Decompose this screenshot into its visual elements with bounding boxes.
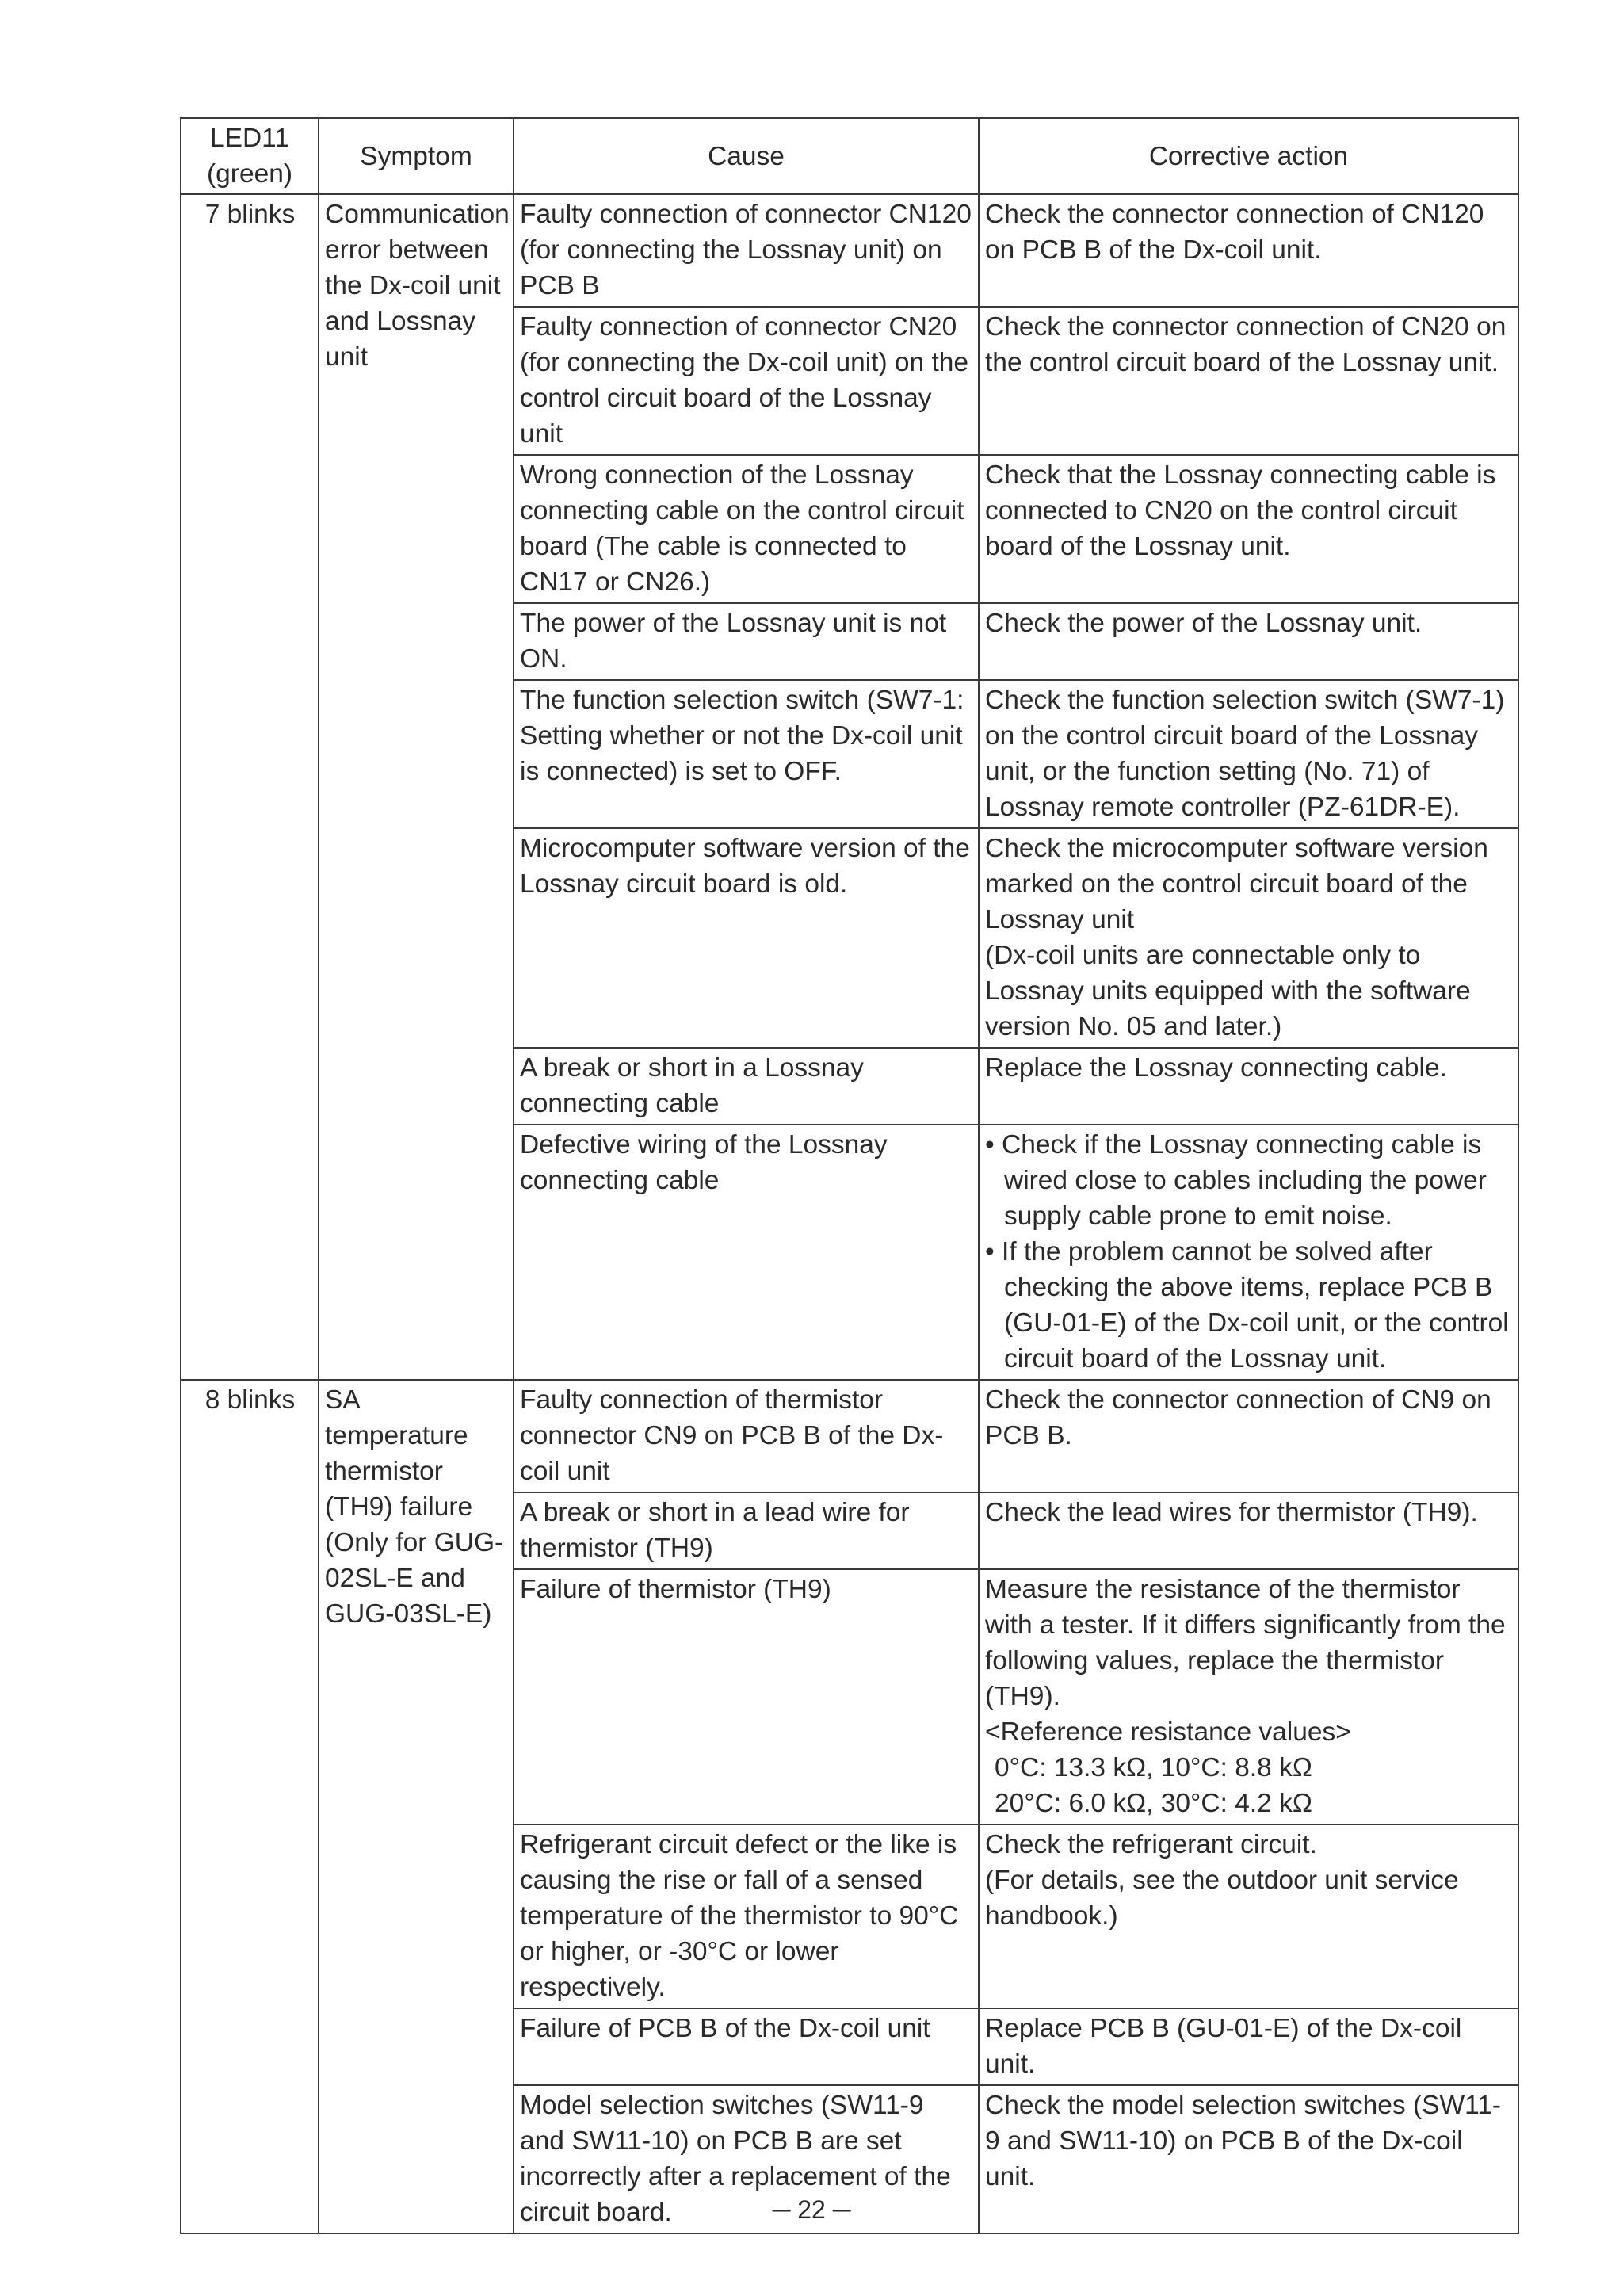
cause-cell: Failure of thermistor (TH9) <box>514 1569 979 1824</box>
action-text: Measure the resistance of the thermistor with a tester. If it differs significantly from the following values, replace the thermistor (TH9). <box>985 1575 1506 1711</box>
header-cause: Cause <box>514 118 979 194</box>
header-led <box>181 118 319 194</box>
action-cell <box>979 1125 1518 1380</box>
cause-cell: Wrong connection of the Lossnay connecting cable on the control circuit board (The cable is connected to CN17 or CN26.) <box>514 455 979 603</box>
symptom-cell <box>319 1380 514 2233</box>
action-cell: Check the connector connection of CN120 on PCB B of the Dx-coil unit. <box>979 194 1518 308</box>
reference-values-line2: 20°C: 6.0 kΩ, 30°C: 4.2 kΩ <box>995 1789 1312 1818</box>
reference-values-line1: 0°C: 13.3 kΩ, 10°C: 8.8 kΩ <box>995 1753 1312 1782</box>
cause-cell: Defective wiring of the Lossnay connecting cable <box>514 1125 979 1380</box>
symptom-note: (Only for GUG-02SL-E and GUG-03SL-E) <box>325 1528 504 1629</box>
action-cell <box>979 828 1518 1048</box>
cause-cell: Faulty connection of connector CN120 (for connecting the Lossnay unit) on PCB B <box>514 194 979 308</box>
action-cell: Check the function selection switch (SW7-1) on the control circuit board of the Lossnay unit, or the function setting (No. 71) of Lossnay remote controller (PZ-61DR-E). <box>979 680 1518 828</box>
table-header-row <box>181 118 1518 194</box>
action-cell: Check the lead wires for thermistor (TH9). <box>979 1492 1518 1569</box>
cause-cell: Failure of PCB B of the Dx-coil unit <box>514 2008 979 2085</box>
symptom-text: SA temperature thermistor (TH9) failure <box>325 1385 473 1522</box>
action-cell <box>979 1569 1518 1824</box>
led-cell: 7 blinks <box>181 194 319 1381</box>
cause-cell: The function selection switch (SW7-1: Setting whether or not the Dx-coil unit is connected) is set to OFF. <box>514 680 979 828</box>
cause-cell: Refrigerant circuit defect or the like is causing the rise or fall of a sensed temperature of the thermistor to 90°C or higher, or -30°C or lower respectively. <box>514 1824 979 2008</box>
header-led-line2: (green) <box>207 159 292 189</box>
header-action: Corrective action <box>979 118 1518 194</box>
action-text: Check the microcomputer software version marked on the control circuit board of the Lossnay unit <box>985 834 1488 934</box>
action-note: (For details, see the outdoor unit service handbook.) <box>985 1866 1459 1931</box>
action-cell <box>979 1824 1518 2008</box>
reference-title: <Reference resistance values> <box>985 1717 1351 1747</box>
cause-cell: Model selection switches (SW11-9 and SW11-10) on PCB B are set incorrectly after a replacement of the circuit board. <box>514 2085 979 2233</box>
page-number: ─ 22 ─ <box>772 2195 851 2224</box>
cause-cell: The power of the Lossnay unit is not ON. <box>514 603 979 680</box>
cause-cell: Faulty connection of connector CN20 (for connecting the Dx-coil unit) on the control circuit board of the Lossnay unit <box>514 307 979 455</box>
action-cell: Check the connector connection of CN9 on PCB B. <box>979 1380 1518 1492</box>
led-cell: 8 blinks <box>181 1380 319 2233</box>
cause-cell: A break or short in a lead wire for thermistor (TH9) <box>514 1492 979 1569</box>
action-cell: Check the power of the Lossnay unit. <box>979 603 1518 680</box>
action-cell: Replace the Lossnay connecting cable. <box>979 1048 1518 1125</box>
header-symptom: Symptom <box>319 118 514 194</box>
troubleshooting-table <box>180 117 1519 2234</box>
symptom-cell: Communication error between the Dx-coil unit and Lossnay unit <box>319 194 514 1381</box>
table-row <box>181 194 1518 308</box>
action-bullet: • If the problem cannot be solved after checking the above items, replace PCB B (GU-01-E) of the Dx-coil unit, or the control circuit board of the Lossnay unit. <box>985 1237 1509 1373</box>
header-led-line1: LED11 <box>210 124 289 153</box>
table-row <box>181 1380 1518 1492</box>
action-text: Check the refrigerant circuit. <box>985 1830 1317 1859</box>
cause-cell: Microcomputer software version of the Lossnay circuit board is old. <box>514 828 979 1048</box>
action-cell: Check that the Lossnay connecting cable is connected to CN20 on the control circuit board of the Lossnay unit. <box>979 455 1518 603</box>
action-bullet: • Check if the Lossnay connecting cable is wired close to cables including the power supply cable prone to emit noise. <box>985 1130 1487 1231</box>
cause-cell: A break or short in a Lossnay connecting cable <box>514 1048 979 1125</box>
action-cell: Replace PCB B (GU-01-E) of the Dx-coil unit. <box>979 2008 1518 2085</box>
action-cell: Check the connector connection of CN20 on the control circuit board of the Lossnay unit. <box>979 307 1518 455</box>
cause-cell: Faulty connection of thermistor connector CN9 on PCB B of the Dx-coil unit <box>514 1380 979 1492</box>
action-cell: Check the model selection switches (SW11-9 and SW11-10) on PCB B of the Dx-coil unit. <box>979 2085 1518 2233</box>
action-note: (Dx-coil units are connectable only to Lossnay units equipped with the software version No. 05 and later.) <box>985 941 1471 1041</box>
